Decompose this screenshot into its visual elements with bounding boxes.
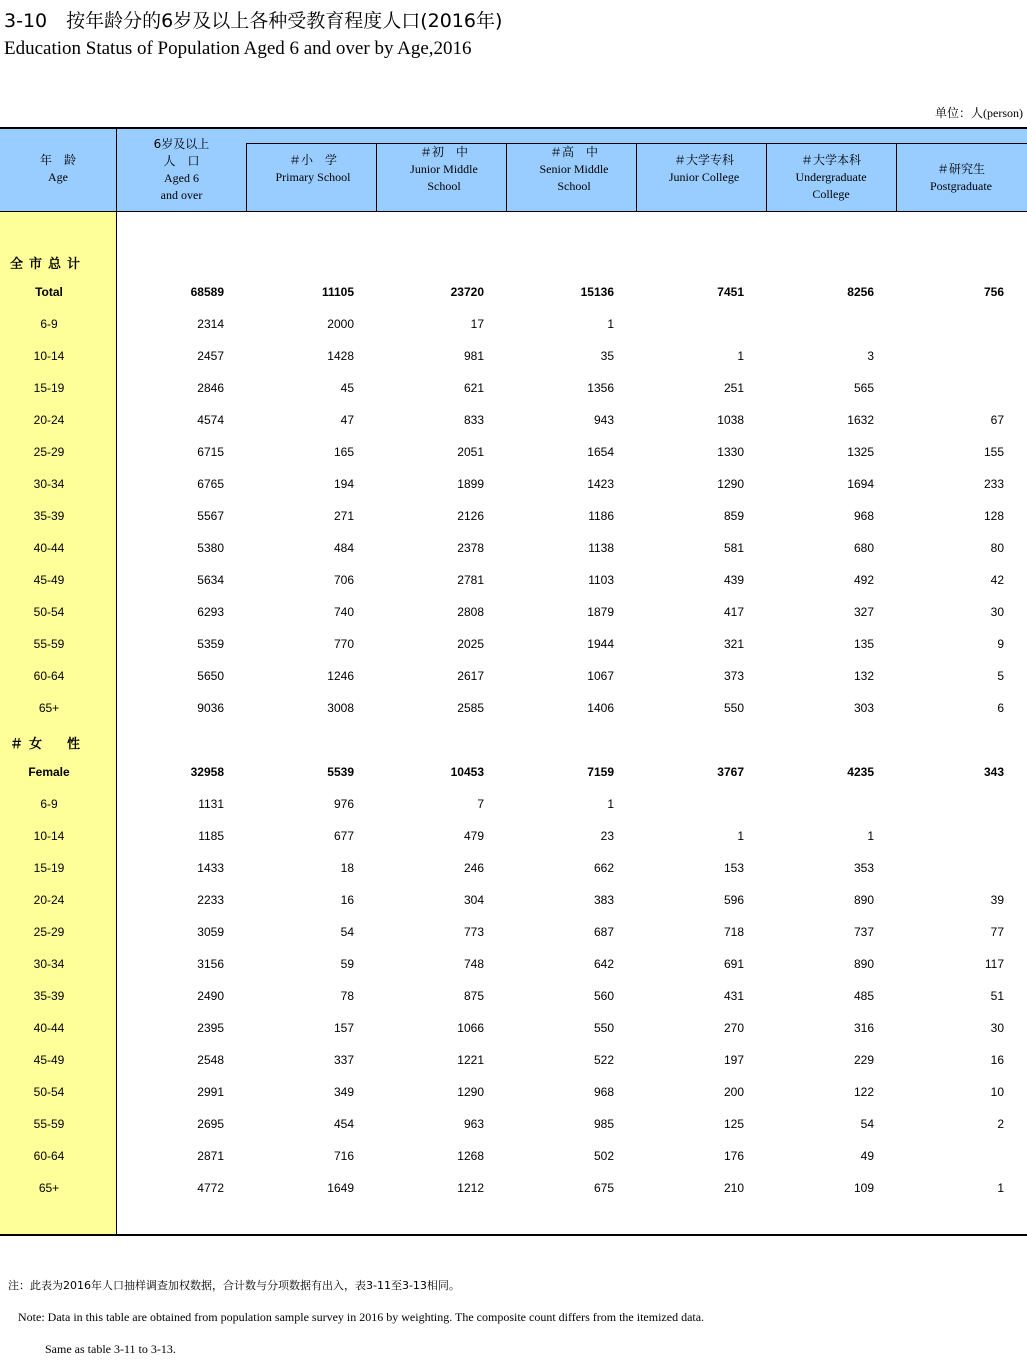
table-cell: 109 — [853, 1181, 874, 1195]
table-cell: 270 — [723, 1021, 744, 1035]
table-cell: 1356 — [587, 381, 614, 395]
table-cell: 194 — [333, 477, 354, 491]
table-cell: 316 — [853, 1021, 874, 1035]
table-cell: 2457 — [197, 349, 224, 363]
row-age: 6-9 — [40, 797, 58, 811]
table-cell: 246 — [463, 861, 484, 875]
table-row — [0, 309, 1027, 341]
table-cell: 677 — [333, 829, 354, 843]
table-cell: 1325 — [847, 445, 874, 459]
table-cell: 54 — [860, 1117, 874, 1131]
table-top-rule — [0, 127, 1027, 129]
table-cell: 2808 — [457, 605, 484, 619]
table-row — [0, 277, 1027, 309]
table-cell: 1879 — [587, 605, 614, 619]
table-cell: 479 — [463, 829, 484, 843]
table-cell: 2025 — [457, 637, 484, 651]
table-row — [0, 853, 1027, 885]
table-row — [0, 565, 1027, 597]
row-age: 10-14 — [33, 829, 65, 843]
table-cell: 2 — [997, 1117, 1004, 1131]
table-cell: 155 — [983, 445, 1004, 459]
row-age: 65+ — [38, 1181, 60, 1195]
row-age: 25-29 — [33, 925, 65, 939]
table-cell: 30 — [990, 1021, 1004, 1035]
header-senior-cn: ＃高 中 — [549, 145, 598, 159]
header-primary-en: Primary School — [275, 170, 351, 184]
table-cell: 691 — [723, 957, 744, 971]
header-junior-cn: ＃初 中 — [419, 145, 468, 159]
table-cell: 1654 — [587, 445, 614, 459]
table-cell: 890 — [853, 893, 874, 907]
row-age: 60-64 — [33, 669, 65, 683]
row-age: 30-34 — [33, 957, 65, 971]
table-cell: 550 — [723, 701, 744, 715]
table-cell: 9036 — [197, 701, 224, 715]
table-cell: 68589 — [190, 285, 224, 299]
table-cell: 1428 — [327, 349, 354, 363]
row-age: 55-59 — [33, 637, 65, 651]
table-cell: 2314 — [197, 317, 224, 331]
row-age: 50-54 — [33, 605, 65, 619]
table-cell: 943 — [593, 413, 614, 427]
header-postgrad-en: Postgraduate — [930, 179, 992, 193]
note-en: Note: Data in this table are obtained from population sample survey in 2016 by weighting. The composite count differs from the itemized data. — [18, 1310, 705, 1324]
table-cell: 165 — [333, 445, 354, 459]
header-senior — [534, 144, 614, 195]
table-cell: 5634 — [197, 573, 224, 587]
table-cell: 1066 — [457, 1021, 484, 1035]
table-cell: 122 — [853, 1085, 874, 1099]
table-cell: 343 — [983, 765, 1004, 779]
row-age: 65+ — [38, 701, 60, 715]
table-cell: 985 — [593, 1117, 614, 1131]
table-cell: 128 — [983, 509, 1004, 523]
header-college — [664, 152, 744, 186]
header-junior-en: Junior Middle School — [410, 162, 478, 193]
row-age: 35-39 — [33, 509, 65, 523]
table-cell: 1406 — [587, 701, 614, 715]
table-cell: 2585 — [457, 701, 484, 715]
table-cell: 1103 — [588, 573, 614, 587]
header-undergrad — [776, 152, 886, 203]
header-age — [0, 152, 116, 186]
table-cell: 716 — [333, 1149, 354, 1163]
table-cell: 2233 — [197, 893, 224, 907]
table-cell: 2051 — [457, 445, 484, 459]
unit-label — [935, 104, 1023, 121]
table-cell: 737 — [853, 925, 874, 939]
table-cell: 6 — [997, 701, 1004, 715]
table-cell: 5567 — [197, 509, 224, 523]
table-cell: 7 — [477, 797, 484, 811]
table-cell: 2617 — [457, 669, 484, 683]
table-cell: 2395 — [197, 1021, 224, 1035]
table-row — [0, 1013, 1027, 1045]
table-cell: 1 — [737, 829, 744, 843]
table-cell: 4772 — [197, 1181, 224, 1195]
table-title-en: Education Status of Population Aged 6 and over by Age,2016 — [4, 38, 472, 59]
header-divider — [636, 143, 637, 211]
table-cell: 210 — [723, 1181, 744, 1195]
table-row — [0, 341, 1027, 373]
table-cell: 1246 — [327, 669, 354, 683]
table-cell: 963 — [463, 1117, 484, 1131]
table-cell: 47 — [340, 413, 354, 427]
table-cell: 271 — [333, 509, 354, 523]
row-age: 45-49 — [33, 573, 65, 587]
table-cell: 10453 — [450, 765, 484, 779]
table-cell: 11105 — [321, 285, 354, 299]
table-cell: 303 — [853, 701, 874, 715]
row-age: 15-19 — [33, 861, 65, 875]
row-age: Female — [28, 765, 70, 779]
header-aged6-en2: and over — [160, 188, 203, 202]
header-postgrad-cn: ＃研究生 — [936, 162, 985, 176]
table-cell: 117 — [984, 957, 1004, 971]
row-age: 40-44 — [33, 541, 65, 555]
table-cell: 321 — [723, 637, 744, 651]
table-cell: 15136 — [580, 285, 614, 299]
table-cell: 706 — [333, 573, 354, 587]
table-row — [0, 821, 1027, 853]
table-cell: 200 — [723, 1085, 744, 1099]
table-cell: 7451 — [717, 285, 744, 299]
table-cell: 5650 — [197, 669, 224, 683]
table-cell: 1038 — [717, 413, 744, 427]
table-cell: 54 — [340, 925, 354, 939]
header-aged6-cn2: 人 口 — [163, 154, 200, 168]
table-cell: 157 — [333, 1021, 354, 1035]
table-cell: 1330 — [717, 445, 744, 459]
table-cell: 1694 — [847, 477, 874, 491]
table-cell: 7159 — [587, 765, 614, 779]
table-cell: 3 — [867, 349, 874, 363]
row-age: 15-19 — [33, 381, 65, 395]
row-age: Total — [35, 285, 63, 299]
table-cell: 2548 — [197, 1053, 224, 1067]
table-cell: 23720 — [450, 285, 484, 299]
row-age: 50-54 — [33, 1085, 65, 1099]
table-cell: 135 — [853, 637, 874, 651]
table-cell: 49 — [860, 1149, 874, 1163]
table-cell: 621 — [463, 381, 484, 395]
table-cell: 1 — [997, 1181, 1004, 1195]
table-row — [0, 1109, 1027, 1141]
table-cell: 1185 — [198, 829, 224, 843]
table-cell: 349 — [333, 1085, 354, 1099]
table-cell: 1212 — [457, 1181, 484, 1195]
table-cell: 32958 — [190, 765, 224, 779]
table-cell: 153 — [723, 861, 744, 875]
section-label: ＃女 性 — [10, 737, 87, 752]
header-senior-en: Senior Middle School — [539, 162, 609, 193]
table-row — [0, 533, 1027, 565]
table-row — [0, 789, 1027, 821]
table-cell: 233 — [983, 477, 1004, 491]
table-cell: 373 — [723, 669, 744, 683]
table-cell: 560 — [593, 989, 614, 1003]
table-cell: 522 — [593, 1053, 614, 1067]
table-cell: 17 — [470, 317, 484, 331]
header-divider — [896, 143, 897, 211]
table-cell: 581 — [723, 541, 744, 555]
table-cell: 718 — [723, 925, 744, 939]
table-cell: 77 — [990, 925, 1004, 939]
table-cell: 35 — [600, 349, 614, 363]
header-divider — [376, 143, 377, 211]
table-cell: 59 — [340, 957, 354, 971]
table-row — [0, 597, 1027, 629]
table-cell: 3008 — [327, 701, 354, 715]
table-cell: 680 — [853, 541, 874, 555]
header-divider — [246, 143, 247, 211]
table-cell: 5539 — [327, 765, 354, 779]
table-cell: 51 — [990, 989, 1004, 1003]
header-college-en: Junior College — [668, 170, 740, 184]
table-cell: 229 — [853, 1053, 874, 1067]
table-cell: 2871 — [197, 1149, 224, 1163]
header-postgrad — [900, 161, 1022, 195]
table-cell: 18 — [340, 861, 354, 875]
row-age: 20-24 — [33, 413, 65, 427]
table-row — [0, 1077, 1027, 1109]
table-row — [0, 885, 1027, 917]
table-cell: 2490 — [197, 989, 224, 1003]
table-cell: 304 — [463, 893, 484, 907]
table-cell: 454 — [333, 1117, 354, 1131]
table-cell: 968 — [593, 1085, 614, 1099]
table-cell: 5 — [997, 669, 1004, 683]
table-row — [0, 405, 1027, 437]
row-age: 55-59 — [33, 1117, 65, 1131]
table-cell: 1067 — [587, 669, 614, 683]
table-cell: 833 — [463, 413, 484, 427]
table-cell: 1131 — [198, 797, 224, 811]
table-row — [0, 373, 1027, 405]
note-cn: 注：此表为2016年人口抽样调查加权数据，合计数与分项数据有出入，表3-11至3-13相同。 — [8, 1279, 460, 1292]
table-row — [0, 949, 1027, 981]
header-primary-cn: ＃小 学 — [288, 153, 337, 167]
table-cell: 4574 — [197, 413, 224, 427]
table-cell: 23 — [600, 829, 614, 843]
table-header-rule — [0, 211, 1027, 212]
table-cell: 327 — [853, 605, 874, 619]
table-cell: 337 — [333, 1053, 354, 1067]
table-cell: 10 — [990, 1085, 1004, 1099]
table-cell: 875 — [463, 989, 484, 1003]
table-cell: 6715 — [197, 445, 224, 459]
header-divider — [766, 143, 767, 211]
table-cell: 492 — [853, 573, 874, 587]
table-cell: 550 — [593, 1021, 614, 1035]
table-cell: 3156 — [197, 957, 224, 971]
table-cell: 976 — [333, 797, 354, 811]
row-age: 30-34 — [33, 477, 65, 491]
table-row — [0, 1045, 1027, 1077]
row-age: 45-49 — [33, 1053, 65, 1067]
table-cell: 484 — [333, 541, 354, 555]
row-age: 35-39 — [33, 989, 65, 1003]
note-en-same: Same as table 3-11 to 3-13. — [45, 1342, 176, 1356]
table-cell: 1290 — [457, 1085, 484, 1099]
table-cell: 5380 — [197, 541, 224, 555]
table-cell: 431 — [723, 989, 744, 1003]
table-cell: 125 — [723, 1117, 744, 1131]
table-cell: 6293 — [197, 605, 224, 619]
table-cell: 5359 — [197, 637, 224, 651]
header-aged6-cn1: 6岁及以上 — [153, 137, 210, 151]
table-cell: 1899 — [457, 477, 484, 491]
table-cell: 417 — [723, 605, 744, 619]
table-cell: 2846 — [197, 381, 224, 395]
header-primary — [258, 152, 368, 186]
header-divider — [506, 143, 507, 211]
table-cell: 16 — [340, 893, 354, 907]
table-cell: 16 — [990, 1053, 1004, 1067]
header-age-en: Age — [48, 170, 68, 184]
table-cell: 1 — [867, 829, 874, 843]
table-cell: 2781 — [457, 573, 484, 587]
table-cell: 1138 — [588, 541, 614, 555]
table-cell: 45 — [340, 381, 354, 395]
table-cell: 3059 — [197, 925, 224, 939]
header-junior — [404, 144, 484, 195]
table-cell: 2378 — [457, 541, 484, 555]
table-row — [0, 693, 1027, 725]
table-row — [0, 437, 1027, 469]
table-cell: 2991 — [197, 1085, 224, 1099]
table-cell: 8256 — [847, 285, 874, 299]
unit-en: (person) — [983, 106, 1023, 120]
table-cell: 176 — [723, 1149, 744, 1163]
row-age: 10-14 — [33, 349, 65, 363]
section-label: 全市总计 — [10, 257, 87, 272]
table-cell: 485 — [853, 989, 874, 1003]
table-cell: 1433 — [197, 861, 224, 875]
table-cell: 773 — [463, 925, 484, 939]
table-cell: 251 — [723, 381, 744, 395]
unit-cn: 单位：人 — [935, 106, 984, 120]
table-cell: 2695 — [197, 1117, 224, 1131]
table-cell: 439 — [723, 573, 744, 587]
table-cell: 642 — [593, 957, 614, 971]
table-row — [0, 661, 1027, 693]
header-aged6 — [117, 136, 246, 204]
table-cell: 1649 — [327, 1181, 354, 1195]
table-cell: 6765 — [197, 477, 224, 491]
table-cell: 770 — [333, 637, 354, 651]
table-cell: 859 — [723, 509, 744, 523]
table-cell: 39 — [990, 893, 1004, 907]
table-cell: 981 — [463, 349, 484, 363]
table-cell: 1 — [737, 349, 744, 363]
table-cell: 502 — [593, 1149, 614, 1163]
table-row — [0, 629, 1027, 661]
table-cell: 4235 — [847, 765, 874, 779]
table-cell: 662 — [593, 861, 614, 875]
table-cell: 1632 — [847, 413, 874, 427]
header-age-cn: 年 龄 — [39, 153, 76, 167]
table-row — [0, 501, 1027, 533]
table-cell: 565 — [853, 381, 874, 395]
row-age: 20-24 — [33, 893, 65, 907]
table-cell: 1 — [607, 317, 614, 331]
table-cell: 756 — [983, 285, 1004, 299]
header-undergrad-en: Undergraduate College — [795, 170, 867, 201]
table-row — [0, 1141, 1027, 1173]
table-title-cn: 3-10 按年龄分的6岁及以上各种受教育程度人口(2016年) — [4, 10, 503, 32]
table-cell: 675 — [593, 1181, 614, 1195]
table-cell: 2000 — [327, 317, 354, 331]
row-age: 60-64 — [33, 1149, 65, 1163]
table-row — [0, 757, 1027, 789]
table-row — [0, 1173, 1027, 1205]
row-age: 40-44 — [33, 1021, 65, 1035]
table-cell: 197 — [723, 1053, 744, 1067]
table-cell: 890 — [853, 957, 874, 971]
table-cell: 1423 — [587, 477, 614, 491]
table-cell: 748 — [463, 957, 484, 971]
table-cell: 9 — [997, 637, 1004, 651]
table-cell: 687 — [593, 925, 614, 939]
table-cell: 1186 — [588, 509, 614, 523]
table-cell: 1 — [607, 797, 614, 811]
table-cell: 80 — [990, 541, 1004, 555]
table-cell: 30 — [990, 605, 1004, 619]
table-cell: 78 — [340, 989, 354, 1003]
table-cell: 353 — [853, 861, 874, 875]
table-cell: 1221 — [457, 1053, 484, 1067]
header-college-cn: ＃大学专科 — [673, 153, 734, 167]
table-cell: 1268 — [457, 1149, 484, 1163]
table-cell: 596 — [723, 893, 744, 907]
row-age: 25-29 — [33, 445, 65, 459]
table-row — [0, 981, 1027, 1013]
table-cell: 2126 — [457, 509, 484, 523]
table-cell: 383 — [593, 893, 614, 907]
table-bottom-rule — [0, 1234, 1027, 1236]
table-cell: 1944 — [587, 637, 614, 651]
header-undergrad-cn: ＃大学本科 — [800, 153, 861, 167]
table-cell: 968 — [853, 509, 874, 523]
table-cell: 132 — [853, 669, 874, 683]
table-cell: 1290 — [717, 477, 744, 491]
table-row — [0, 917, 1027, 949]
table-cell: 67 — [990, 413, 1004, 427]
table-cell: 740 — [333, 605, 354, 619]
header-aged6-en1: Aged 6 — [164, 171, 199, 185]
table-cell: 42 — [990, 573, 1004, 587]
row-age: 6-9 — [40, 317, 58, 331]
table-cell: 3767 — [717, 765, 744, 779]
table-row — [0, 469, 1027, 501]
